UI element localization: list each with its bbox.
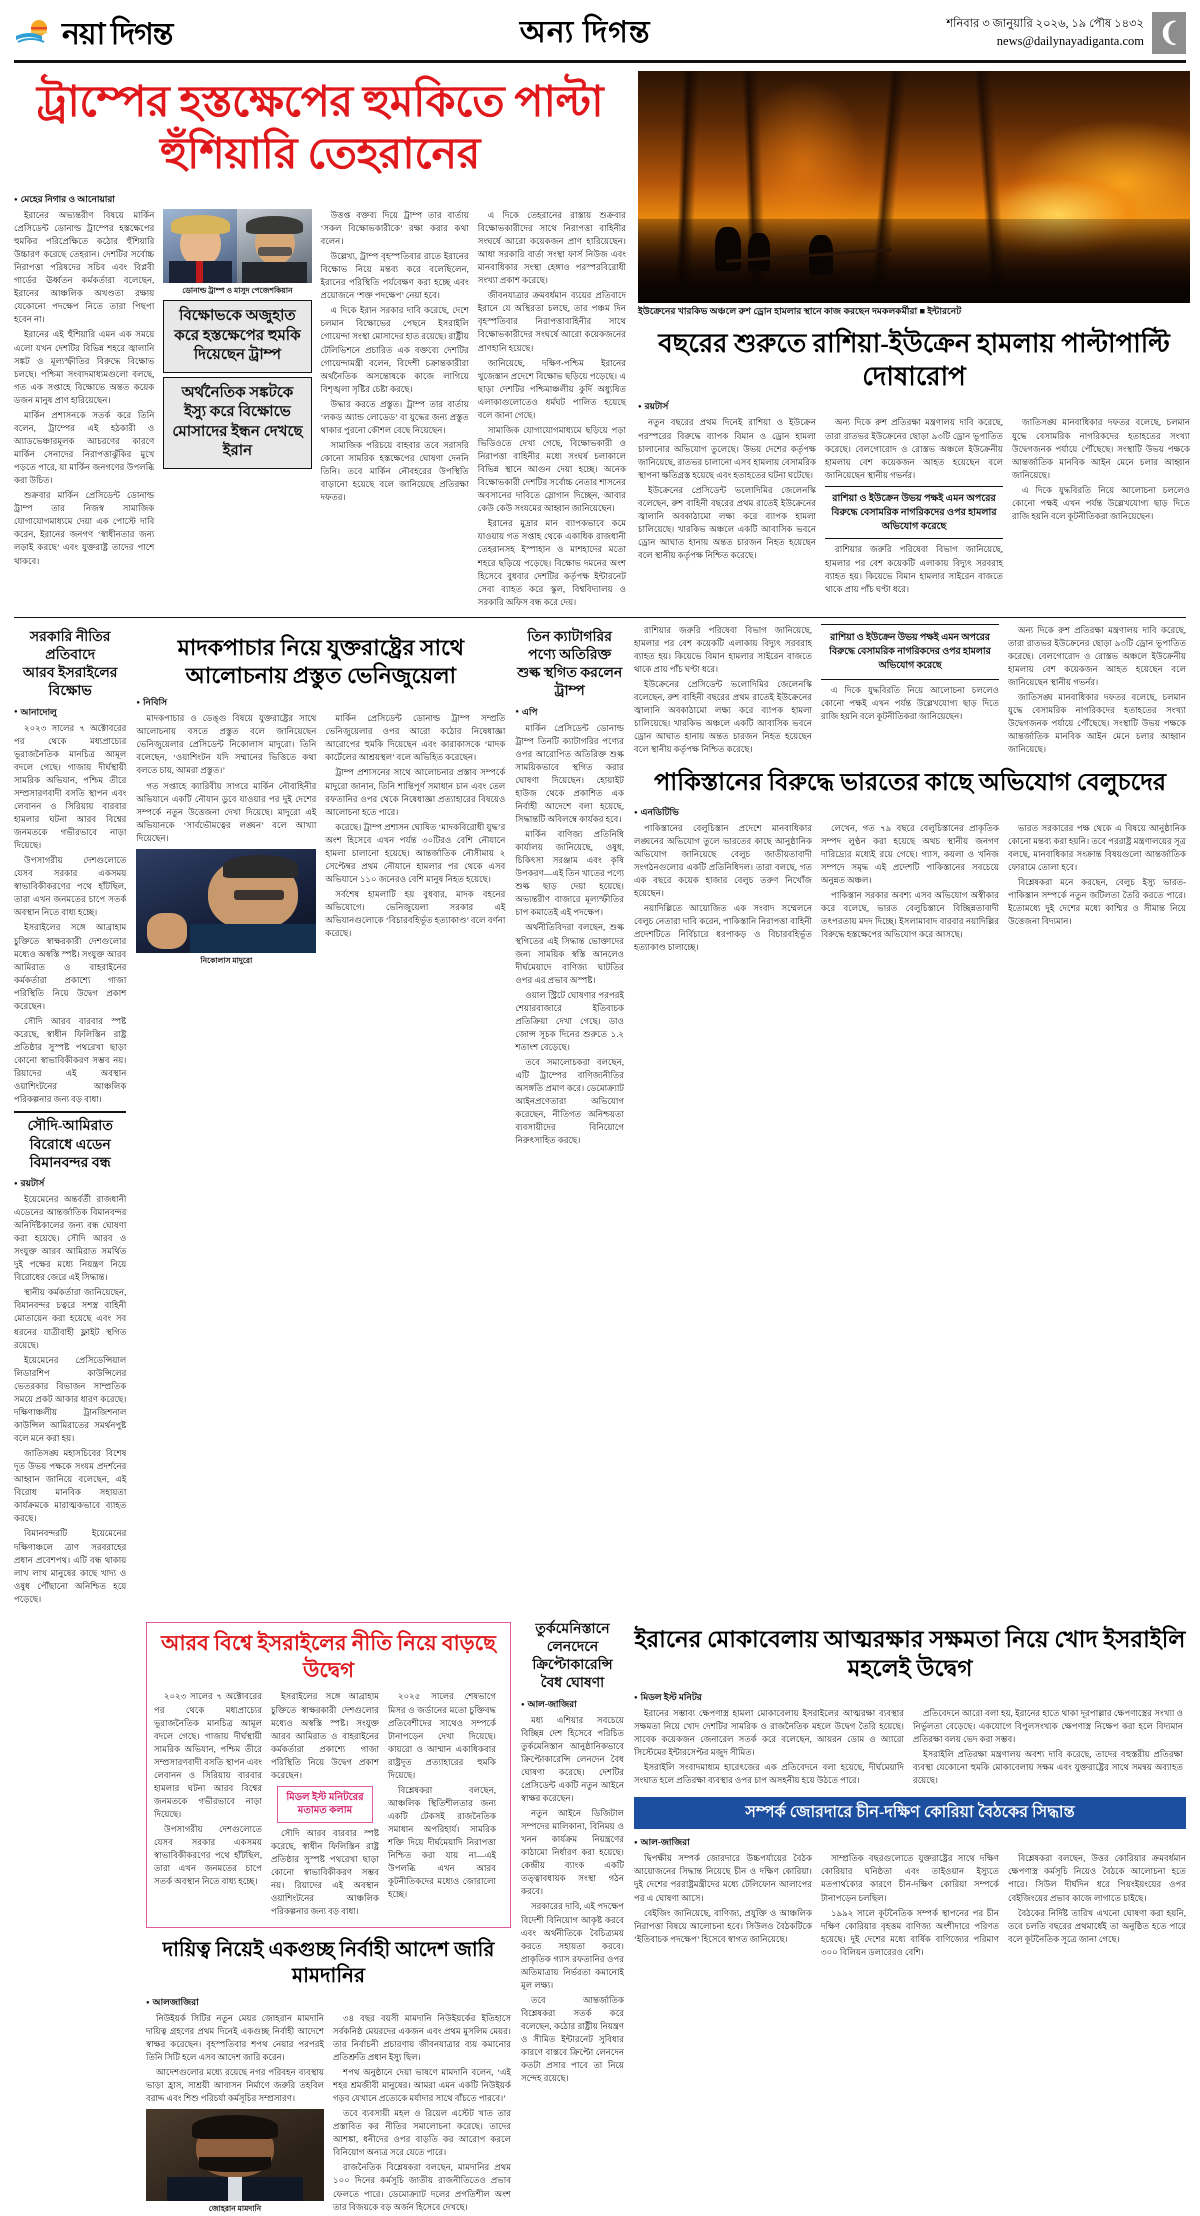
arab-protest-byline: ● আনাদোলু <box>14 705 126 720</box>
israel-col-2 <box>913 1707 1183 1789</box>
masthead <box>14 10 1186 56</box>
ukraine-pullquote: রাশিয়া ও ইউক্রেন উভয় পক্ষই এমন অপরের বিরুদ্ধে বেসামরিক নাগরিকদের ওপর হামলার অভিযোগ করেছে <box>825 486 1003 540</box>
paragraph: রাশিয়ার জরুরি পরিষেবা বিভাগ জানিয়েছে, হামলার পর বেশ কয়েকটি এলাকায় বিদ্যুৎ সরবরাহ ব্যাহত হয়। কিয়েভে বিমান হামলার সাইরেন বাজতে থাকে প্রায় পাঁচ ঘণ্টা ধরে। <box>825 544 1003 594</box>
paragraph: তবে সমালোচকরা বলছেন, এটি ট্রাম্পের বাণিজ্যনীতির অসঙ্গতি প্রমাণ করে। ডেমোক্র্যাট আইনপ্রণেতারা অভিযোগ করেছেন, নীতিগত অনিশ্চয়তা ব্যবসায়ীদের বিনিয়োগে নিরুৎসাহিত করছে। <box>515 1057 624 1146</box>
lead-col-4 <box>478 209 626 611</box>
paragraph: রাজনৈতিক বিশ্লেষকরা বলছেন, মামদানির প্রথম ১০০ দিনের কর্মসূচি জাতীয় রাজনীতিতেও প্রভাব ফেলতে পারে। ডেমোক্র্যাট দলের প্রগতিশীল অংশ তার বিজয়কে বড় অর্জন হিসেবে দেখছে। <box>333 2162 511 2212</box>
paragraph: বিশ্লেষকরা মনে করছেন, বেলুচ ইস্যু ভারত-পাকিস্তান সম্পর্কে নতুন জটিলতা তৈরি করতে পারে। ইতোমধ্যে দুই দেশের মধ্যে কাশ্মির ও সীমান্ত নিয়ে উত্তেজনা বিদ্যমান। <box>1008 876 1186 927</box>
turkmenistan-headline[interactable]: তুর্কমেনিস্তানে লেনদেনে ক্রিপ্টোকারেন্সি বৈধ ঘোষণা <box>532 1621 613 1692</box>
paragraph: ২০২৩ সালের ৭ অক্টোবরের পর থেকে মধ্যপ্রাচ্যের ভূরাজনৈতিক মানচিত্র আমূল বদলে গেছে। গাজায় দীর্ঘস্থায়ী সামরিক অভিযান, পশ্চিম তীরে সম্প্রসারণবাদী বসতি স্থাপন এবং লেবানন ও সিরিয়ায় বারবার হামলার ঘটনা আরব বিশ্বের জনমতকে গভীরভাবে নাড়া দিয়েছে। <box>14 722 127 851</box>
paragraph: দ্বিপক্ষীয় সম্পর্ক জোরদারে উচ্চপর্যায়ের বৈঠক আয়োজনের সিদ্ধান্ত নিয়েছে চীন ও দক্ষিণ কোরিয়া। দুই দেশের পররাষ্ট্রমন্ত্রীদের মধ্যে টেলিফোন আলাপের পর এ ঘোষণা আসে। <box>634 1853 812 1903</box>
middle-zone <box>14 624 1186 1608</box>
korea-columns <box>634 1852 1186 1961</box>
baloch-col-1 <box>634 822 812 957</box>
ukraine-photo-caption: ইউক্রেনের খারকিভ অঞ্চলে রুশ ড্রোন হামলার স্থানে কাজ করছেন দমকলকর্মীরা ■ ইন্টারনেট <box>638 306 962 316</box>
paragraph: তবে আন্তর্জাতিক বিশ্লেষকরা সতর্ক করে বলেছেন, কঠোর রাষ্ট্রীয় নিয়ন্ত্রণ ও সীমিত ইন্টারনেট সুবিধার কারণে বাস্তবে ক্রিপ্টো লেনদেন কতটা প্রসার পাবে তা নিয়ে সন্দেহ রয়েছে। <box>521 1994 624 2084</box>
paragraph: করেছে। ট্রাম্প প্রশাসন ঘোষিত ‘মাদকবিরোধী যুদ্ধ’র অংশ হিসেবে এখন পর্যন্ত ৩০টিরও বেশি নৌযানে হামলা চালানো হয়েছে। আন্তর্জাতিক নৌসীমায় ২ সেপ্টেম্বর প্রথম নৌযানে হামলার পর থেকে এসব অভিযানে ১১০ জনেরও বেশি মানুষ নিহত হয়েছে। <box>325 821 506 884</box>
israel-korea-block <box>634 1616 1186 2216</box>
lead-byline: ● মেহের নিগার ও আনোয়ারা <box>14 192 626 207</box>
baloch-headline[interactable]: পাকিস্তানের বিরুদ্ধে ভারতের কাছে অভিযোগ বেলুচদের <box>653 770 1167 797</box>
ukraine-col-1 <box>638 416 816 597</box>
mamdani-headline[interactable]: দায়িত্ব নিয়েই একগুচ্ছ নির্বাহী আদেশ জারি মামদানির <box>162 1939 495 1987</box>
sun-boat-logo-icon <box>14 16 60 50</box>
venezuela-story <box>136 624 505 1608</box>
tariff-headline[interactable]: তিন ক্যাটাগরির পণ্যে অতিরিক্ত শুল্ক স্থগিত করলেন ট্রাম্প <box>517 629 623 700</box>
paragraph: উপসাগরীয় দেশগুলোতে যেসব সরকার একসময় স্বাভাবিকীকরণের পথে হাঁটছিল, তারা এখন জনমতের চাপে সতর্ক অবস্থান নিতে বাধ্য হচ্ছে। <box>154 1824 262 1887</box>
paragraph: ইসরাইলি প্রতিরক্ষা মন্ত্রণালয় অবশ্য দাবি করেছে, তাদের বহুস্তরীয় প্রতিরক্ষা ব্যবস্থা যেকোনো হুমকি মোকাবেলায় সক্ষম এবং যুক্তরাষ্ট্রের সাথে সমন্বয় অব্যাহত রয়েছে। <box>913 1748 1183 1786</box>
korea-byline: ● আল-জাজিরা <box>634 1835 1186 1850</box>
venezuela-col-2 <box>325 712 505 966</box>
paragraph: ইরানের এই হুঁশিয়ারি এমন এক সময়ে এলো যখন দেশটির বিভিন্ন শহরে জ্বালানি সঙ্কট ও মূল্যস্ফীতির বিরুদ্ধে বিক্ষোভ চলছে। পশ্চিমা সংবাদমাধ্যমগুলো বলছে, গত এক সপ্তাহে বিক্ষোভে অন্তত কয়েক ডজন মানুষ প্রাণ হারিয়েছেন। <box>14 329 155 405</box>
korea-col-3 <box>1008 1852 1186 1961</box>
paragraph: মার্কিন বাণিজ্য প্রতিনিধি কার্যালয় জানিয়েছে, ওষুধ, চিকিৎসা সরঞ্জাম এবং কৃষি উপকরণ—এই তিন খাতের পণ্যে শুল্ক ছাড় দেয়া হয়েছে। অভ্যন্তরীণ বাজারে মূল্যস্ফীতির চাপ কমাতেই এই পদক্ষেপ। <box>515 829 624 918</box>
israel-capability-columns <box>634 1707 1186 1789</box>
tariff-body <box>515 722 624 1148</box>
paragraph: অন্য দিকে রুশ প্রতিরক্ষা মন্ত্রণালয় দাবি করেছে, তারা রাতভর ইউক্রেনের ছোড়া ৯৩টি ড্রোন ভূপাতিত করেছে। বেলগোরোদ ও রোস্তভ অঞ্চলে ইউক্রেনীয় হামলায় বেশ কয়েকজন আহত হয়েছেন বলে জানিয়েছেন স্থানীয় গভর্নর। <box>825 417 1003 480</box>
paragraph: গত সপ্তাহে ক্যারিবীয় সাগরে মার্কিন নৌবাহিনীর অভিযানে একটি নৌযান ডুবে যাওয়ার পর দুই দেশের সম্পর্কে নতুন উত্তেজনা দেখা দিয়েছে। মাদুরো এই অভিযানকে ‘সার্বভৌমত্বের লঙ্ঘন’ বলে আখ্যা দিয়েছেন। <box>136 780 317 843</box>
publication-date: শনিবার ৩ জানুয়ারি ২০২৬, ১৯ পৌষ ১৪৩২ <box>946 17 1144 30</box>
ukraine-fire-photo <box>638 71 1190 303</box>
masthead-info <box>946 12 1186 54</box>
paragraph: অন্য দিকে রুশ প্রতিরক্ষা মন্ত্রণালয় দাবি করেছে, তারা রাতভর ইউক্রেনের ছোড়া ৯৩টি ড্রোন ভূপাতিত করেছে। বেলগোরোদ ও রোস্তভ অঞ্চলে ইউক্রেনীয় হামলায় বেশ কয়েকজন আহত হয়েছেন বলে জানিয়েছেন স্থানীয় গভর্নর। <box>1008 624 1186 688</box>
paragraph: সাম্প্রতিক বছরগুলোতে যুক্তরাষ্ট্রের সাথে দক্ষিণ কোরিয়ার ঘনিষ্ঠতা এবং তাইওয়ান ইস্যুতে মতপার্থক্যের কারণে চীন-দক্ষিণ কোরিয়া সম্পর্কে টানাপড়েন চলছিল। <box>821 1853 999 1903</box>
paragraph: ১৯৯২ সালে কূটনৈতিক সম্পর্ক স্থাপনের পর চীন দক্ষিণ কোরিয়ার বৃহত্তম বাণিজ্য অংশীদারে পরিণত হয়েছে। দুই দেশের মধ্যে বার্ষিক বাণিজ্যের পরিমাণ ৩০০ বিলিয়ন ডলারেরও বেশি। <box>821 1907 999 1957</box>
paragraph: ২০২৫ সালের শেষভাগে মিসর ও জর্ডানের মতো চুক্তিবদ্ধ প্রতিবেশীদের সাথেও সম্পর্কে টানাপড়েন দেখা দিয়েছে। কায়রো ও আম্মান একাধিকবার রাষ্ট্রদূত প্রত্যাহারের হুমকি দিয়েছে। <box>388 1691 496 1780</box>
paragraph: পাকিস্তান সরকার অবশ্য এসব অভিযোগ অস্বীকার করে বলেছে, ভারত বেলুচিস্তানে বিচ্ছিন্নতাবাদী তৎপরতায় মদদ দিচ্ছে। ইসলামাবাদ বারবার নয়াদিল্লির বিরুদ্ধে হস্তক্ষেপের অভিযোগ করে আসছে। <box>821 889 999 940</box>
paragraph: ভারত সরকারের পক্ষ থেকে এ বিষয়ে আনুষ্ঠানিক কোনো মন্তব্য করা হয়নি। তবে পররাষ্ট্র মন্ত্রণালয়ের সূত্র বলছে, মানবাধিকার সংক্রান্ত বিষয়গুলো আন্তর্জাতিক ফোরামে তোলা হবে। <box>1008 822 1186 872</box>
paragraph: ইরানের মুদ্রার মান ব্যাপকভাবে কমে যাওয়ায় গত সপ্তাহ থেকে একাধিক রাজধানী তেহরানসহ ইস্পাহান ও মাশহাদের মতো শহরে ছড়িয়ে পড়েছে। বিক্ষোভ দমনের অংশ হিসেবে বুধবার দেশটির কর্তৃপক্ষ ইন্টারনেট সেবা ব্যাহত করে স্কুল, বিশ্ববিদ্যালয় ও সরকারি অফিস বন্ধ করে দেয়। <box>477 518 626 607</box>
mamdani-photo-caption: জোহরান মামদানি <box>208 2204 262 2214</box>
paragraph: শপথ অনুষ্ঠানে দেয়া ভাষণে মামদানি বলেন, ‘এই শহর শ্রমজীবী মানুষের। আমরা এমন একটি নিউইয়র্ক গড়ব যেখানে প্রত্যেকে মর্যাদার সাথে বাঁচতে পারবে।’ <box>333 2066 511 2104</box>
paragraph: মাদকপাচার ও ডেঙ্গু বিষয়ে যুক্তরাষ্ট্রের সাথে আলোচনায় বসতে প্রস্তুত বলে জানিয়েছেন ভেনিজুয়েলার প্রেসিডেন্ট নিকোলাস মাদুরো। তিনি বলেছেন, ‘ওয়াশিংটন যদি সম্মানের ভিত্তিতে কথা বলতে চায়, আমরা প্রস্তুত।’ <box>136 713 317 776</box>
paragraph: পাকিস্তানের বেলুচিস্তান প্রদেশে মানবাধিকার লঙ্ঘনের অভিযোগ তুলে ভারতের কাছে আনুষ্ঠানিক অভিযোগ জানিয়েছে বেলুচ জাতীয়তাবাদী সংগঠনগুলোর একটি প্রতিনিধিদল। তারা বলছে, গত এক বছরে কয়েক হাজার বেলুচ তরুণ নিখোঁজ হয়েছেন। <box>634 822 812 898</box>
ukraine-story <box>638 71 1190 611</box>
paragraph: ইসরাইলের সঙ্গে আব্রাহাম চুক্তিতে স্বাক্ষরকারী দেশগুলোর মধ্যেও অস্বস্তি স্পষ্ট। সংযুক্ত আরব আমিরাত ও বাহরাইনের কর্মকর্তারা প্রকাশ্যে গাজা পরিস্থিতি নিয়ে উদ্বেগ প্রকাশ করেছেন। <box>14 922 127 1011</box>
paragraph: বিশ্লেষকরা বলছেন, আঞ্চলিক স্থিতিশীলতার জন্য একটি টেকসই রাজনৈতিক সমাধান অপরিহার্য। সামরিক শক্তি দিয়ে দীর্ঘমেয়াদি নিরাপত্তা নিশ্চিত করা যায় না—এই উপলব্ধি এখন আরব কূটনীতিকদের মধ্যেও জোরালো হচ্ছে। <box>388 1784 496 1900</box>
ukraine-col-3 <box>1012 416 1190 597</box>
korea-headline[interactable]: সম্পর্ক জোরদারে চীন-দক্ষিণ কোরিয়া বৈঠকের সিদ্ধান্ত <box>634 1797 1186 1829</box>
paragraph: ইয়েমেনের অন্তর্বর্তী রাজধানী এডেনের আন্তর্জাতিক বিমানবন্দর অনির্দিষ্টকালের জন্য বন্ধ ঘোষণা করা হয়েছে। সৌদি আরব ও সংযুক্ত আরব আমিরাত সমর্থিত দুই পক্ষের মধ্যে নিয়ন্ত্রণ নিয়ে বিরোধের জেরে এই সিদ্ধান্ত। <box>14 1193 127 1283</box>
mid-divider <box>14 617 1186 618</box>
russia-tail-col-3 <box>1008 624 1186 759</box>
paragraph: সামাজিক যোগাযোগমাধ্যমে ছড়িয়ে পড়া ভিডিওতে দেখা গেছে, বিক্ষোভকারী ও নিরাপত্তা বাহিনীর মধ্যে সংঘর্ষ চলাকালে বিভিন্ন স্থানে আগুন দেয়া হচ্ছে। অনেক বিক্ষোভকারী দেশটির সর্বোচ্চ নেতার শাসনের অবসানের দাবিতে স্লোগান দিচ্ছেন, আবার কেউ কেউ সংযমের আহ্বান জানিয়েছেন। <box>477 424 626 514</box>
arab-protest-heading: সরকারি নীতির প্রতিবাদে আরব ইসরাইলের বিক্ষোভ <box>22 629 118 700</box>
venezuela-col-1 <box>136 712 316 966</box>
maduro-photo <box>136 849 316 953</box>
paragraph: ২০২৩ সালের ৭ অক্টোবরের পর থেকে মধ্যপ্রাচ্যের ভূরাজনৈতিক মানচিত্র আমূল বদলে গেছে। গাজায় দীর্ঘস্থায়ী সামরিক অভিযান, পশ্চিম তীরে সম্প্রসারণবাদী বসতি স্থাপন এবং লেবানন ও সিরিয়ায় বারবার হামলার ঘটনা আরব বিশ্বের জনমতকে গভীরভাবে নাড়া দিয়েছে। <box>154 1691 262 1819</box>
paragraph: রাশিয়ার জরুরি পরিষেবা বিভাগ জানিয়েছে, হামলার পর বেশ কয়েকটি এলাকায় বিদ্যুৎ সরবরাহ ব্যাহত হয়। কিয়েভে বিমান হামলার সাইরেন বাজতে থাকে প্রায় পাঁচ ঘণ্টা ধরে। <box>634 624 812 674</box>
arab-israel-col-2 <box>271 1690 379 1920</box>
turkmenistan-body <box>521 1714 624 2086</box>
paragraph: জাতিসঙ্ঘ মানবাধিকার দফতর বলেছে, চলমান যুদ্ধে বেসামরিক নাগরিকদের হতাহতের সংখ্যা উদ্বেগজনক পর্যায়ে পৌঁছেছে। সংস্থাটি উভয় পক্ষকে আন্তর্জাতিক মানবিক আইন মেনে চলার আহ্বান জানিয়েছে। <box>1012 417 1190 480</box>
lead-photo-caption: ডোনাল্ড ট্রাম্প ও মাসুদ পেজেশকিয়ান <box>182 285 293 295</box>
logo-text: নয়া দিগন্ত <box>62 18 173 51</box>
ukraine-columns <box>638 416 1190 597</box>
arab-israel-columns <box>154 1690 503 1920</box>
ukraine-headline[interactable]: বছরের শুরুতে রাশিয়া-ইউক্রেন হামলায় পাল্টাপাল্টি দোষারোপ <box>658 328 1170 391</box>
paragraph: উদ্ধার করতে প্রস্তুত। ট্রাম্প তার বার্তায় ‘লকড অ্যান্ড লোডেড’ বা যুদ্ধের জন্য প্রস্তুত থাকার পুরনো কৌশল বেছে নিয়েছেন। <box>320 398 469 435</box>
saudi-headline[interactable]: সৌদি-আমিরাত বিরোধে এডেন বিমানবন্দর বন্ধ <box>27 1119 113 1171</box>
venezuela-headline[interactable]: মাদকপাচার নিয়ে যুক্তরাষ্ট্রের সাথে আলোচনায় প্রস্তুত ভেনিজুয়েলা <box>177 634 465 688</box>
paragraph: এ দিকে ইরান সরকার দাবি করেছে, দেশে চলমান বিক্ষোভের পেছনে ইসরাইলি গোয়েন্দা সংস্থা মোসাদের হাত রয়েছে। রাষ্ট্রীয় টেলিভিশনে প্রচারিত এক বক্তব্যে দেশটির গোয়েন্দামন্ত্রী বলেন, বিদেশী চক্রান্তকারীরা অর্থনৈতিক অসন্তোষকে কাজে লাগিয়ে বিশৃঙ্খলা সৃষ্টির চেষ্টা করছে। <box>320 305 469 394</box>
contact-email[interactable]: news@dailynayadiganta.com <box>996 34 1144 49</box>
paragraph: জীবনযাত্রার ক্রমবর্ধমান ব্যয়ের প্রতিবাদে ইরানে যে অস্থিরতা চলছে, তার পঞ্চম দিন বৃহস্পতিবার নিরাপত্তাবাহিনীর সাথে বিক্ষোভকারীদের সংঘর্ষে আরো কয়েকজনের প্রাণহানি হয়েছে। <box>477 290 626 353</box>
mamdani-photo <box>146 2109 324 2201</box>
paragraph: জাতিসঙ্ঘ মহাসচিবের বিশেষ দূত উভয় পক্ষকে সংযম প্রদর্শনের আহ্বান জানিয়ে বলেছেন, এই বিরোধ মানবিক সহায়তা কার্যক্রমকে মারাত্মকভাবে ব্যাহত করছে। <box>14 1448 127 1524</box>
masthead-rule <box>14 60 1186 63</box>
arab-israel-opinion-box <box>146 1622 511 1928</box>
opinion-block <box>146 1616 511 2216</box>
mamdani-col-1 <box>146 2012 324 2216</box>
turkmenistan-byline: ● আল-জাজিরা <box>521 1697 624 1712</box>
israel-col-1 <box>634 1707 904 1789</box>
russia-tail-col-1 <box>634 624 812 759</box>
paragraph: মার্কিন প্রেসিডেন্ট ডোনাল্ড ট্রাম্প সম্প্রতি ভেনিজুয়েলার ওপর আরো কঠোর নিষেধাজ্ঞা আরোপের হুমকি দিয়েছেন এবং কারাকাসকে ‘মাদক কার্টেলের আশ্রয়স্থল’ বলে অভিহিত করেছেন। <box>325 713 506 763</box>
mamdani-col-2 <box>333 2012 511 2216</box>
paragraph: সরকারের দাবি, এই পদক্ষেপ বিদেশী বিনিয়োগ আকৃষ্ট করবে এবং অর্থনীতিকে বৈচিত্র্যময় করতে সহায়তা করবে। প্রাকৃতিক গ্যাস রফতানির ওপর অতিমাত্রায় নির্ভরতা কমানোই মূল লক্ষ্য। <box>521 1901 624 1990</box>
lower-zone <box>14 1616 1186 2216</box>
trump-pezeshkian-photo <box>163 209 311 283</box>
paragraph: জাতিসঙ্ঘ মানবাধিকার দফতর বলেছে, চলমান যুদ্ধে বেসামরিক নাগরিকদের হতাহতের সংখ্যা উদ্বেগজনক পর্যায়ে পৌঁছেছে। সংস্থাটি উভয় পক্ষকে আন্তর্জাতিক মানবিক আইন মেনে চলার আহ্বান জানিয়েছে। <box>1008 692 1186 755</box>
paragraph: ইরানের অভ্যন্তরীণ বিষয়ে মার্কিন প্রেসিডেন্ট ডোনাল্ড ট্রাম্পের হস্তক্ষেপের হুমকির পরিপ্রেক্ষিতে কঠোর হুঁশিয়ারি উচ্চারণ করেছে তেহরান। দেশটির সর্বোচ্চ নিরাপত্তা পরিষদের সচিব এবং বিপ্লবী গার্ডের ঊর্ধ্বতন কর্মকর্তারা বলেছেন, ইরানের আঞ্চলিক অখণ্ডতা রক্ষায় যেকোনো পদক্ষেপ নিতে তারা পিছপা হবেন না। <box>14 209 155 325</box>
lead-col-1 <box>14 209 154 611</box>
paragraph: উপসাগরীয় দেশগুলোতে যেসব সরকার একসময় স্বাভাবিকীকরণের পথে হাঁটছিল, তারা এখন জনমতের চাপে সতর্ক অবস্থান নিতে বাধ্য হচ্ছে। <box>14 855 127 918</box>
paragraph: সৌদি আরব বারবার স্পষ্ট করেছে, স্বাধীন ফিলিস্তিন রাষ্ট্র প্রতিষ্ঠার সুস্পষ্ট পথরেখা ছাড়া কোনো স্বাভাবিকীকরণ সম্ভব নয়। রিয়াদের এই অবস্থান ওয়াশিংটনের আঞ্চলিক পরিকল্পনার জন্য বড় বাধা। <box>271 1827 379 1917</box>
venezuela-byline: ● নিবিসি <box>136 695 505 710</box>
arab-protest-body <box>14 722 126 1107</box>
paragraph: বৈঠকের নির্দিষ্ট তারিখ এখনো ঘোষণা করা হয়নি, তবে চলতি বছরের প্রথমার্ধেই তা অনুষ্ঠিত হতে পারে বলে কূটনৈতিক সূত্রে জানা গেছে। <box>1008 1907 1186 1944</box>
paragraph: ট্রাম্প প্রশাসনের সাথে আলোচনার প্রস্তাব সম্পর্কে মাদুরো জানান, তিনি শান্তিপূর্ণ সমাধান চান এবং তেল রফতানির ওপর থেকে নিষেধাজ্ঞা প্রত্যাহারের বিষয়েও আলোচনা হতে পারে। <box>325 767 506 817</box>
saudi-body <box>14 1193 126 1606</box>
venezuela-photo-caption: নিকোলাস মাদুরো <box>200 955 253 965</box>
paragraph: সৌদি আরব বারবার স্পষ্ট করেছে, স্বাধীন ফিলিস্তিন রাষ্ট্র প্রতিষ্ঠার সুস্পষ্ট পথরেখা ছাড়া কোনো স্বাভাবিকীকরণ সম্ভব নয়। রিয়াদের এই অবস্থান ওয়াশিংটনের আঞ্চলিক পরিকল্পনার জন্য বড় বাধা। <box>14 1015 127 1105</box>
paragraph: মার্কিন প্রেসিডেন্ট ডোনাল্ড ট্রাম্প তিনটি ক্যাটাগরির পণ্যের ওপর আরোপিত অতিরিক্ত শুল্ক সাময়িকভাবে স্থগিত করার ঘোষণা দিয়েছেন। হোয়াইট হাউজ থেকে প্রকাশিত এক নির্বাহী আদেশে বলা হয়েছে, সিদ্ধান্তটি অবিলম্বে কার্যকর হবে। <box>515 722 624 824</box>
paragraph: বিমানবন্দরটি ইয়েমেনের দক্ষিণাঞ্চলে ত্রাণ সরবরাহের প্রধান প্রবেশপথ। এটি বন্ধ থাকায় লাখ লাখ মানুষের কাছে খাদ্য ও ওষুধ পৌঁছানো অনিশ্চিত হয়ে পড়েছে। <box>14 1528 127 1604</box>
arab-israel-col-1 <box>154 1690 262 1920</box>
israel-capability-headline[interactable]: ইরানের মোকাবেলায় আত্মরক্ষার সক্ষমতা নিয়ে খোদ ইসরাইলি মহলেই উদ্বেগ <box>634 1626 1186 1681</box>
venezuela-columns <box>136 712 505 966</box>
paragraph: ইসরাইলি সংবাদমাধ্যম হারেৎজের এক প্রতিবেদনে বলা হয়েছে, দীর্ঘমেয়াদি সংঘাত হলে প্রতিরক্ষা ব্যবস্থার ওপর চাপ অসহনীয় হয়ে উঠতে পারে। <box>634 1762 904 1786</box>
lead-box-head-1: বিক্ষোভকে অজুহাত করে হস্তক্ষেপের হুমকি দিয়েছেন ট্রাম্প <box>163 300 311 373</box>
paragraph: নিউইয়র্ক সিটির নতুন মেয়র জোহরান মামদানি দায়িত্ব গ্রহণের প্রথম দিনেই একগুচ্ছ নির্বাহী আদেশে স্বাক্ষর করেছেন। বৃহস্পতিবার শপথ নেয়ার পরপরই তিনি সিটি হলে এসব আদেশ জারি করেন। <box>146 2012 324 2062</box>
russia-tail-columns <box>634 624 1186 759</box>
korea-col-2 <box>821 1852 999 1961</box>
lead-zone <box>14 71 1190 611</box>
paragraph: স্থানীয় কর্মকর্তারা জানিয়েছেন, বিমানবন্দর চত্বরে সশস্ত্র বাহিনী মোতায়েন করা হয়েছে এবং সব ধরনের যাত্রীবাহী ফ্লাইট স্থগিত রয়েছে। <box>14 1287 127 1350</box>
paragraph: ইসরাইলের সঙ্গে আব্রাহাম চুক্তিতে স্বাক্ষরকারী দেশগুলোর মধ্যেও অস্বস্তি স্পষ্ট। সংযুক্ত আরব আমিরাত ও বাহরাইনের কর্মকর্তারা প্রকাশ্যে গাজা পরিস্থিতি নিয়ে উদ্বেগ প্রকাশ করেছেন। <box>271 1691 379 1780</box>
israel-capability-byline: ● মিডল ইস্ট মনিটর <box>634 1690 1186 1705</box>
paragraph: শুক্রবার মার্কিন প্রেসিডেন্ট ডোনাল্ড ট্রাম্প তার নিজস্ব সামাজিক যোগাযোগমাধ্যমে দেয়া এক পোস্টে দাবি করেন, ইরানের জনগণ ‘স্বাধীনতার জন্য লড়াই করছে’ এবং যুক্তরাষ্ট্র তাদের পাশে থাকবে। <box>14 490 155 566</box>
paragraph: নয়াদিল্লিতে আয়োজিত এক সংবাদ সম্মেলনে বেলুচ নেতারা দাবি করেন, পাকিস্তানি নিরাপত্তা বাহিনী প্রদেশটিতে নির্বিচারে ধরপাকড় ও বিচারবহির্ভূত হত্যাকাণ্ড চালাচ্ছে। <box>634 903 812 953</box>
lead-box-head-2: অর্থনৈতিক সঙ্কটকে ইস্যু করে বিক্ষোভে মোসাদের ইন্ধন দেখছে ইরান <box>163 377 311 469</box>
paragraph: এ দিকে যুদ্ধবিরতি নিয়ে আলোচনা চললেও কোনো পক্ষই এখন পর্যন্ত উল্লেখযোগ্য ছাড় দিতে রাজি হয়নি বলে কূটনীতিকরা জানিয়েছেন। <box>821 685 999 722</box>
paragraph: তবে ব্যবসায়ী মহল ও রিয়েল এস্টেট খাত তার প্রস্তাবিত কর নীতির সমালোচনা করেছে। তাদের আশঙ্কা, ধনীদের ওপর বাড়তি কর আরোপ করলে বিনিয়োগ অন্যত্র সরে যেতে পারে। <box>333 2108 511 2158</box>
publication-logo[interactable] <box>14 16 224 50</box>
paragraph: নতুন বছরের প্রথম দিনেই রাশিয়া ও ইউক্রেন পরস্পরের বিরুদ্ধে ব্যাপক বিমান ও ড্রোন হামলা চালানোর অভিযোগ তুলেছে। উভয় দেশের কর্তৃপক্ষ জানিয়েছে, রাতভর চালানো এসব হামলায় বেসামরিক স্থাপনা ক্ষতিগ্রস্ত হয়েছে এবং হতাহতের ঘটনা ঘটেছে। <box>638 417 816 480</box>
mamdani-columns <box>146 2012 511 2216</box>
paragraph: ওয়াল স্ট্রিটে ঘোষণার পরপরই শেয়ারবাজারে ইতিবাচক প্রতিক্রিয়া দেখা গেছে। ডাও জোন্স সূচক দিনের শুরুতে ১.২ শতাংশ বেড়েছে। <box>515 989 624 1053</box>
section-title: অন্য দিগন্ত <box>519 15 651 49</box>
baloch-story <box>634 624 1186 1608</box>
paragraph: মধ্য এশিয়ার সবচেয়ে বিচ্ছিন্ন দেশ হিসেবে পরিচিত তুর্কমেনিস্তান আনুষ্ঠানিকভাবে ক্রিপ্টোকারেন্সি লেনদেন বৈধ ঘোষণা করেছে। দেশটির প্রেসিডেন্ট একটি নতুন আইনে স্বাক্ষর করেছেন। <box>521 1714 624 1803</box>
paragraph: বেইজিং জানিয়েছে, বাণিজ্য, প্রযুক্তি ও আঞ্চলিক নিরাপত্তা বিষয়ে আলোচনা হবে। সিউলও বৈঠকটিকে ‘ইতিবাচক পদক্ষেপ’ হিসেবে স্বাগত জানিয়েছে। <box>634 1907 812 1944</box>
lead-col-3 <box>321 209 469 611</box>
paragraph: ইউক্রেনের প্রেসিডেন্ট ভলোদিমির জেলেনস্কি বলেছেন, রুশ বাহিনী বছরের প্রথম রাতেই ইউক্রেনের জ্বালানি অবকাঠামো লক্ষ্য করে ব্যাপক হামলা চালিয়েছে। খারকিভ অঞ্চলে একটি আবাসিক ভবনে ড্রোন আঘাত হানায় অন্তত চারজন নিহত হয়েছেন বলে স্থানীয় কর্তৃপক্ষ নিশ্চিত করেছে। <box>638 484 816 561</box>
left-rail <box>14 624 126 1608</box>
tariff-story <box>515 624 624 1608</box>
ukraine-byline: ● রয়টার্স <box>638 399 1190 414</box>
baloch-columns <box>634 822 1186 957</box>
paragraph: মার্কিন প্রশাসনকে সতর্ক করে তিনি বলেন, ট্রাম্পের এই হঠকারী ও অ্যাডভেঞ্চারমূলক আচরণের কারণে মার্কিন সেনাদের নিরাপত্তাঝুঁকির মুখে পড়তে পারে, যা মার্কিন জনগণের উপলব্ধি করা উচিত। <box>14 409 155 486</box>
corner-badge-icon: ❨ <box>1152 12 1186 54</box>
paragraph: আদেশগুলোর মধ্যে রয়েছে নগর পরিবহন ব্যবস্থায় ভাড়া হ্রাস, সাশ্রয়ী আবাসন নির্মাণে জরুরি তহবিল বরাদ্দ এবং শিশু পরিচর্যা কর্মসূচির সম্প্রসারণ। <box>146 2066 324 2104</box>
lead-col-2 <box>163 209 311 611</box>
ukraine-col-2 <box>825 416 1003 597</box>
paragraph: এ দিকে তেহরানের রাস্তায় শুক্রবার বিক্ষোভকারীদের সাথে নিরাপত্তা বাহিনীর সংঘর্ষে আরো কয়েকজন প্রাণ হারিয়েছেন। আধা সরকারি বার্তা সংস্থা ফার্স নিউজ এবং মানবাধিকার সংস্থা হেঙ্গাও পরস্পরবিরোধী সংখ্যা প্রকাশ করেছে। <box>477 209 626 286</box>
opinion-column-tag: মিডল ইস্ট মনিটরের মতামত কলাম <box>277 1786 373 1823</box>
paragraph: জানিয়েছে, দক্ষিণ-পশ্চিম ইরানের খুজেস্তান প্রদেশে বিক্ষোভ ছড়িয়ে পড়েছে। এ ছাড়া দেশটির পশ্চিমাঞ্চলীয় কুর্দি অধ্যুষিত এলাকাগুলোতেও ধর্মঘট পালিত হয়েছে বলে জানা গেছে। <box>477 357 626 420</box>
russia-tail-col-2 <box>821 624 999 759</box>
lead-headline[interactable]: ট্রাম্পের হস্তক্ষেপের হুমকিতে পাল্টা হুঁশিয়ারি তেহরানের <box>36 79 604 179</box>
tariff-byline: ● এপি <box>515 705 624 720</box>
korea-col-1 <box>634 1852 812 1961</box>
paragraph: বিশ্লেষকরা বলছেন, উত্তর কোরিয়ার ক্রমবর্ধমান ক্ষেপণাস্ত্র কর্মসূচি নিয়েও বৈঠকে আলোচনা হতে পারে। সিউল দীর্ঘদিন ধরে পিয়ংইয়ংয়ের ওপর বেইজিংয়ের প্রভাব কাজে লাগাতে চাইছে। <box>1008 1853 1186 1903</box>
lead-columns <box>14 209 626 611</box>
paragraph: ইউক্রেনের প্রেসিডেন্ট ভলোদিমির জেলেনস্কি বলেছেন, রুশ বাহিনী বছরের প্রথম রাতেই ইউক্রেনের জ্বালানি অবকাঠামো লক্ষ্য করে ব্যাপক হামলা চালিয়েছে। খারকিভ অঞ্চলে একটি আবাসিক ভবনে ড্রোন আঘাত হানায় অন্তত চারজন নিহত হয়েছেন বলে স্থানীয় কর্তৃপক্ষ নিশ্চিত করেছে। <box>634 679 812 755</box>
paragraph: এ দিকে যুদ্ধবিরতি নিয়ে আলোচনা চললেও কোনো পক্ষই এখন পর্যন্ত উল্লেখযোগ্য ছাড় দিতে রাজি হয়নি বলে কূটনীতিকরা জানিয়েছেন। <box>1012 484 1190 521</box>
turkmenistan-story <box>521 1616 624 2216</box>
arab-israel-headline[interactable]: আরব বিশ্বে ইসরাইলের নীতি নিয়ে বাড়ছে উদ্বেগ <box>161 1630 496 1683</box>
paragraph: সামাজিক পরিচয়ে বাহবার তবে সরাসরি কোনো সামরিক হস্তক্ষেপের ঘোষণা দেননি তিনি। তবে মার্কিন নৌবহরের উপস্থিতি বাড়ানো হয়েছে বলে জানিয়েছে প্রতিরক্ষা দফতর। <box>320 439 469 503</box>
paragraph: ইয়েমেনের প্রেসিডেন্সিয়াল লিডারশিপ কাউন্সিলের ভেতরকার বিভাজন সাম্প্রতিক সময়ে প্রকট আকার ধারণ করেছে। দক্ষিণাঞ্চলীয় ট্রানজিশনাল কাউন্সিল আমিরাতের সমর্থনপুষ্ট বলে মনে করা হয়। <box>14 1354 127 1444</box>
paragraph: প্রতিবেদনে আরো বলা হয়, ইরানের হাতে থাকা দূরপাল্লার ক্ষেপণাস্ত্রের সংখ্যা ও নির্ভুলতা বেড়েছে। একযোগে বিপুলসংখ্যক ক্ষেপণাস্ত্র নিক্ষেপ করা হলে বিদ্যমান প্রতিরক্ষা বলয় ভেদ করা সম্ভব। <box>913 1707 1183 1744</box>
paragraph: সর্বশেষ হামলাটি হয় বুধবার, মাদক বহনের অভিযোগে। ভেনিজুয়েলা সরকার এই অভিযানগুলোকে ‘বিচারবহির্ভূত হত্যাকাণ্ড’ বলে বর্ণনা করেছে। <box>325 889 506 939</box>
baloch-col-2 <box>821 822 999 957</box>
paragraph: নতুন আইনে ডিজিটাল সম্পদের মালিকানা, বিনিময় ও খনন কার্যক্রম নিয়ন্ত্রণের কাঠামো নির্ধারণ করা হয়েছে। কেন্দ্রীয় ব্যাংক একটি তত্ত্বাবধায়ক সংস্থা গঠন করবে। <box>521 1808 624 1897</box>
baloch-byline: ● এনডিটিভি <box>634 805 1186 820</box>
saudi-byline: ● রয়টার্স <box>14 1176 126 1191</box>
paragraph: উত্তপ্ত বক্তব্য দিয়ে ট্রাম্প তার বার্তায় ‘সকল বিক্ষোভকারীকে’ রক্ষা করার কথা বলেন। <box>320 209 469 247</box>
paragraph: ইরানের সম্ভাব্য ক্ষেপণাস্ত্র হামলা মোকাবেলায় ইসরাইলের আত্মরক্ষা ব্যবস্থার সক্ষমতা নিয়ে খোদ দেশটির সামরিক ও রাজনৈতিক মহলে উদ্বেগ তৈরি হয়েছে। সাবেক কয়েকজন জেনারেল সতর্ক করে বলেছেন, আয়রন ডোম ও অ্যারো সিস্টেমের ইন্টারসেপ্টর মজুদ সীমিত। <box>634 1707 904 1757</box>
paragraph: ৩৪ বছর বয়সী মামদানি নিউইয়র্কের ইতিহাসে সর্বকনিষ্ঠ মেয়রদের একজন এবং প্রথম মুসলিম মেয়র। তার নির্বাচনী প্রচারণায় জীবনযাত্রার ব্যয় কমানোর প্রতিশ্রুতি প্রধান ইস্যু ছিল। <box>333 2012 511 2062</box>
baloch-col-3 <box>1008 822 1186 957</box>
lead-story <box>14 71 626 611</box>
russia-pullquote: রাশিয়া ও ইউক্রেন উভয় পক্ষই এমন অপরের বিরুদ্ধে বেসামরিক নাগরিকদের ওপর হামলার অভিযোগ করেছে <box>821 624 999 680</box>
paragraph: লেখেন, গত ৭৯ বছরে বেলুচিস্তানের প্রাকৃতিক সম্পদ লুণ্ঠন করা হয়েছে অথচ স্থানীয় জনগণ দারিদ্র্যের মধ্যেই রয়ে গেছে। গ্যাস, কয়লা ও খনিজ সম্পদে সমৃদ্ধ এই প্রদেশটি পাকিস্তানের সবচেয়ে অনুন্নত অঞ্চল। <box>821 822 999 885</box>
paragraph: উল্লেখ্য, ট্রাম্প বৃহস্পতিবার রাতে ইরানের বিক্ষোভ নিয়ে মন্তব্য করে বলেছিলেন, ইরানের পরিস্থিতি পর্যবেক্ষণ করা হচ্ছে এবং প্রয়োজনে ‘শক্ত পদক্ষেপ’ নেয়া হবে। <box>320 251 469 301</box>
paragraph: অর্থনীতিবিদরা বলছেন, শুল্ক স্থগিতের এই সিদ্ধান্ত ভোক্তাদের জন্য সাময়িক স্বস্তি আনলেও দীর্ঘমেয়াদে বাণিজ্য ঘাটতির ওপর এর প্রভাব অস্পষ্ট। <box>515 922 624 985</box>
mamdani-byline: ● আলজাজিরা <box>146 1995 511 2010</box>
arab-israel-col-3 <box>388 1690 496 1920</box>
